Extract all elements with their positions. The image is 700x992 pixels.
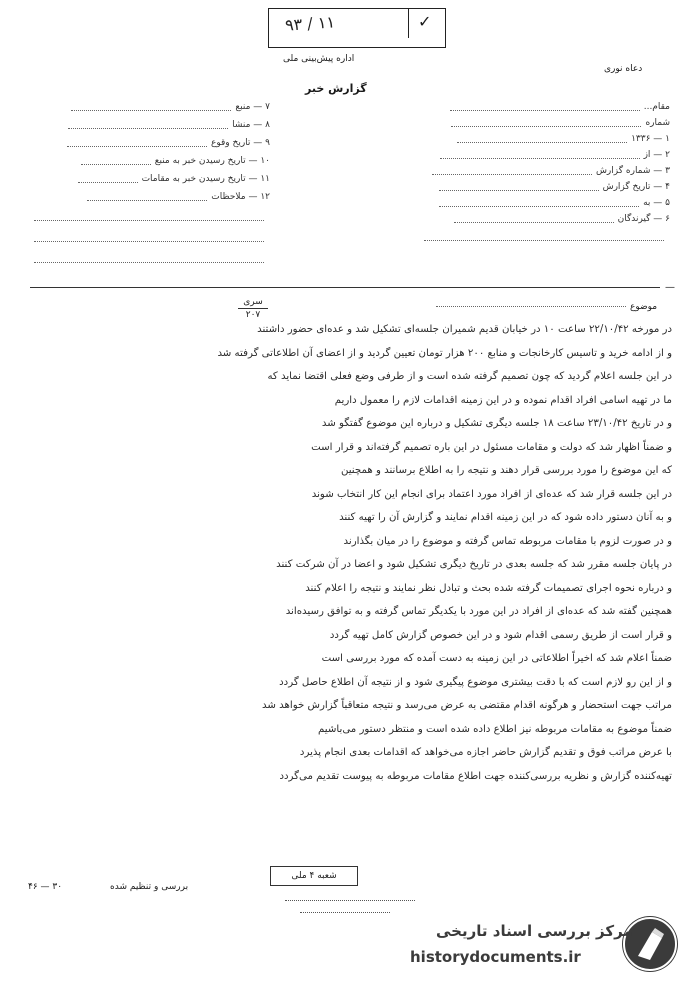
field-label: مقام...	[643, 102, 670, 112]
field-source	[34, 102, 270, 112]
body-line: با عرض مراتب فوق و تقدیم گزارش حاضر اجازه می‌خواهد که اقدامات بعدی انجام پذیرد	[299, 747, 672, 758]
check-mark: ✓	[418, 12, 432, 31]
org-name: اداره پیش‌بینی ملی	[283, 54, 355, 64]
field-arrival-authorities	[34, 174, 270, 184]
field-origin	[34, 120, 270, 130]
signature-line	[300, 912, 390, 913]
field-label: ۵ — به	[643, 198, 670, 208]
subject-line	[436, 300, 626, 307]
field-office	[424, 102, 670, 112]
field-label: ۸ — منشا	[232, 120, 270, 130]
left-field-block	[34, 102, 270, 263]
body-line: و در صورت لزوم با مقامات مربوطه تماس گرفته و موضوع را در میان بگذارند	[343, 535, 672, 547]
report-title: گزارش خبر	[305, 82, 367, 95]
body-line: و ضمناً اظهار شد که دولت و مقامات مسئول در این باره تصمیم گرفته‌اند و قرار است	[311, 441, 672, 453]
signature-box: شعبه ۴ ملی	[270, 866, 358, 886]
blank-line	[424, 234, 664, 241]
body-line: در این جلسه قرار شد که عده‌ای از افراد مورد اعتماد برای انجام این کار انتخاب شوند	[311, 488, 672, 500]
body-line: ضمناً موضوع به مقامات مربوطه نیز اطلاع داده شده است و منتظر دستور می‌باشیم	[317, 723, 672, 735]
body-line: و قرار است از طریق رسمی اقدام شود و در این خصوص گزارش کامل تهیه گردد	[329, 629, 672, 641]
body-line: و از ادامه خرید و تاسیس کارخانجات و منابع ۲۰۰ هزار تومان تعیین گردید و از اعضای آن اطلاعاتی گرفته شد	[217, 347, 672, 359]
body-line: و از این رو لازم است که با دقت بیشتری موضوع پیگیری شود و از نتیجه آن اطلاع حاصل گردد	[279, 676, 672, 688]
body-line: مراتب جهت استحضار و هرگونه اقدام مقتضی به عرض می‌رسد و نتیجه متعاقباً گزارش خواهد شد	[262, 700, 672, 711]
body-line: که این موضوع را مورد بررسی قرار دهند و نتیجه را به اطلاع برسانند و همچنین	[340, 465, 672, 476]
fraction-bottom: ۲۰۷	[245, 310, 261, 320]
field-2-from	[424, 150, 670, 160]
field-label: ۱۲ — ملاحظات	[211, 192, 270, 202]
right-field-block	[424, 102, 670, 241]
blank-line	[34, 214, 264, 221]
field-event-date	[34, 138, 270, 148]
body-line: تهیه‌کننده گزارش و نظریه بررسی‌کننده جهت اطلاع مقامات مربوطه به پیوست تقدیم می‌گردد	[279, 770, 672, 782]
header-divider	[30, 287, 660, 288]
field-3-report-no	[424, 166, 670, 176]
field-label: ۹ — تاریخ وقوع	[210, 138, 270, 148]
body-line: همچنین گفته شد که عده‌ای از افراد در این مورد با یکدیگر تماس گرفته و به توافق رسیده‌اند	[285, 606, 672, 617]
reviewer-note: بررسی و تنظیم شده	[110, 882, 189, 892]
field-5-to	[424, 198, 670, 208]
field-label: ۱ — ۱۳۳۶	[631, 134, 670, 144]
body-line: در پایان جلسه مقرر شد که جلسه بعدی در تاریخ دیگری تشکیل شود و اعضا در آن شرکت کنند	[276, 559, 672, 570]
body-line: در مورخه ۲۲/۱۰/۴۲ ساعت ۱۰ در خیابان قدیم شمیران جلسه‌ای تشکیل شد و عده‌ای حضور داشتند	[257, 324, 672, 335]
field-4-report-date	[424, 182, 670, 192]
field-label: شماره	[645, 118, 670, 128]
field-remarks	[34, 192, 270, 202]
body-line: و در تاریخ ۲۳/۱۰/۴۲ ساعت ۱۸ جلسه دیگری تشکیل و درباره این موضوع گفتگو شد	[321, 418, 672, 429]
fraction-top: سری	[243, 297, 263, 307]
watermark-url: historydocuments.ir	[410, 948, 581, 966]
field-label: ۱۱ — تاریخ رسیدن خبر به مقامات	[141, 174, 270, 184]
blank-line	[34, 235, 264, 242]
report-body	[28, 318, 672, 788]
divider-dash: —	[665, 282, 675, 293]
field-label: ۳ — شماره گزارش	[595, 166, 670, 176]
handwritten-mark: ۹۳ / ۱۱	[284, 12, 336, 35]
field-1	[424, 134, 670, 144]
field-label: ۱۰ — تاریخ رسیدن خبر به منبع	[154, 156, 270, 166]
file-number: ۳۰ — ۴۶	[28, 882, 63, 892]
field-label: ۲ — از	[643, 150, 670, 160]
field-label: ۴ — تاریخ گزارش	[602, 182, 670, 192]
field-number	[424, 118, 670, 128]
classification-label: دعاه نوری	[604, 64, 643, 74]
blank-line	[34, 256, 264, 263]
signature-line	[285, 900, 415, 901]
body-line: ما در تهیه اسامی افراد اقدام نموده و در این زمینه اقدامات لازم را معمول داریم	[334, 394, 672, 406]
field-arrival-source	[34, 156, 270, 166]
body-line: و درباره نحوه اجرای تصمیمات گرفته شده بحث و تبادل نظر نمایند و نتیجه را اعلام کنند	[305, 582, 672, 594]
watermark-org-name: مرکز بررسی اسناد تاریخی	[436, 922, 633, 940]
subject-label: موضوع	[630, 302, 658, 312]
body-line: در این جلسه اعلام گردید که چون تصمیم گرفته شده است و از طرفی وضع فعلی اقتضا نماید که	[267, 371, 672, 382]
field-6-recipients	[424, 214, 670, 224]
field-label: ۷ — منبع	[235, 102, 270, 112]
body-line: ضمناً اعلام شد که اخیراً اطلاعاتی در این زمینه به دست آمده که مورد بررسی است	[321, 653, 672, 664]
field-label: ۶ — گیرندگان	[617, 214, 670, 224]
body-line: و به آنان دستور داده شود که در این زمینه اقدام نمایند و گزارش آن را تهیه کنند	[339, 512, 672, 523]
